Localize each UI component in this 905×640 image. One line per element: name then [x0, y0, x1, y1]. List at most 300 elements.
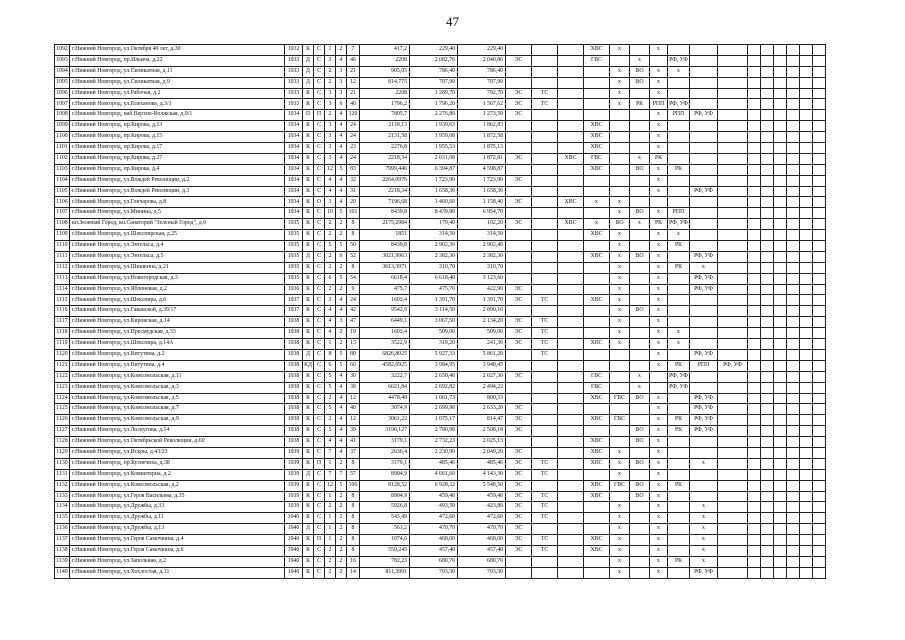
table-cell: [558, 469, 584, 480]
table-cell: ЭС: [506, 284, 532, 295]
table-cell: ГВС: [610, 415, 630, 426]
table-cell: [800, 273, 813, 284]
table-cell: 1933: [285, 99, 303, 110]
table-cell: [774, 251, 787, 262]
table-cell: [813, 219, 826, 230]
table-cell: [748, 121, 761, 132]
table-cell: К: [303, 262, 314, 273]
table-cell: 2131,58: [360, 132, 410, 143]
table-cell: [668, 437, 690, 448]
table-cell: 680,70: [410, 556, 458, 567]
table-cell: 485,46: [458, 458, 506, 469]
table-cell: ЭС: [506, 513, 532, 524]
table-row: [55, 513, 826, 524]
table-cell: 1937: [285, 306, 303, 317]
table-cell: [813, 66, 826, 77]
table-cell: [718, 197, 748, 208]
table-cell: 6449,1: [360, 317, 410, 328]
table-cell: [774, 88, 787, 99]
table-cell: РПП: [690, 360, 718, 371]
table-cell: [532, 480, 558, 491]
table-cell: 6 394,87: [410, 164, 458, 175]
table-cell: С: [314, 480, 325, 491]
table-cell: 3 984,95: [410, 360, 458, 371]
table-cell: [558, 480, 584, 491]
table-cell: 2276,8: [360, 143, 410, 154]
table-cell: 2208: [360, 88, 410, 99]
table-cell: С: [314, 153, 325, 164]
table-cell: [813, 295, 826, 306]
table-cell: [558, 164, 584, 175]
table-cell: 3: [325, 132, 336, 143]
table-cell: С: [314, 295, 325, 306]
table-cell: 3: [325, 55, 336, 66]
table-cell: К: [303, 513, 314, 524]
table-cell: РФ, УФ: [690, 186, 718, 197]
table-cell: [748, 99, 761, 110]
table-cell: 38: [347, 382, 360, 393]
table-cell: С: [314, 491, 325, 502]
row-number-cell: 1113: [55, 273, 70, 284]
table-cell: С: [314, 545, 325, 556]
table-cell: РК: [668, 415, 690, 426]
table-cell: [584, 404, 610, 415]
row-number-cell: 1110: [55, 241, 70, 252]
address-cell: г.Нижний Новгород, пр.Кирова, д.27: [70, 153, 285, 164]
table-cell: [668, 77, 690, 88]
table-cell: х: [690, 458, 718, 469]
table-cell: 7: [347, 45, 360, 56]
table-cell: 1 875,13: [458, 143, 506, 154]
address-cell: кп.Зеленый Город, кп.Санаторий "Зеленый Город", д.6: [70, 219, 285, 230]
table-cell: х: [650, 110, 668, 121]
table-cell: [813, 415, 826, 426]
table-cell: [558, 371, 584, 382]
table-cell: [630, 447, 650, 458]
table-cell: 4: [336, 295, 347, 306]
table-cell: ВО: [610, 219, 630, 230]
table-cell: 5: [325, 241, 336, 252]
table-cell: [813, 77, 826, 88]
table-cell: [748, 415, 761, 426]
table-cell: 703,30: [410, 567, 458, 578]
table-cell: К: [303, 567, 314, 578]
table-cell: [813, 186, 826, 197]
table-cell: [558, 251, 584, 262]
table-cell: 459,40: [458, 491, 506, 502]
table-cell: [532, 153, 558, 164]
table-cell: 509,00: [410, 328, 458, 339]
table-cell: 1938: [285, 382, 303, 393]
table-cell: [558, 513, 584, 524]
table-cell: [761, 110, 774, 121]
table-cell: [774, 295, 787, 306]
table-cell: [774, 197, 787, 208]
table-cell: [532, 404, 558, 415]
table-cell: [668, 132, 690, 143]
table-cell: [748, 306, 761, 317]
table-cell: [813, 491, 826, 502]
table-cell: х: [650, 437, 668, 448]
table-cell: [668, 306, 690, 317]
table-cell: [748, 567, 761, 578]
table-cell: [774, 393, 787, 404]
table-cell: К: [303, 393, 314, 404]
table-cell: х: [650, 480, 668, 491]
table-cell: 1935: [285, 230, 303, 241]
table-cell: С: [314, 241, 325, 252]
table-row: [55, 426, 826, 437]
row-number-cell: 1128: [55, 437, 70, 448]
table-cell: [532, 55, 558, 66]
table-cell: [506, 66, 532, 77]
table-cell: 2: [325, 284, 336, 295]
table-cell: К: [303, 241, 314, 252]
table-cell: [774, 284, 787, 295]
table-cell: [748, 404, 761, 415]
table-cell: [774, 349, 787, 360]
table-cell: х: [610, 524, 630, 535]
table-row: [55, 535, 826, 546]
table-cell: 2 025,13: [458, 437, 506, 448]
table-cell: ГВС: [610, 393, 630, 404]
table-cell: [558, 230, 584, 241]
table-cell: [718, 66, 748, 77]
table-cell: [668, 502, 690, 513]
table-cell: [532, 426, 558, 437]
table-row: [55, 164, 826, 175]
table-cell: [718, 535, 748, 546]
table-cell: [787, 458, 800, 469]
table-cell: [718, 208, 748, 219]
table-cell: [761, 251, 774, 262]
address-cell: г.Нижний Новгород, ул.Комсомольская, д.5: [70, 393, 285, 404]
table-cell: [774, 143, 787, 154]
table-cell: 80: [347, 349, 360, 360]
table-cell: [506, 382, 532, 393]
table-cell: [718, 339, 748, 350]
table-cell: [800, 426, 813, 437]
table-cell: [718, 143, 748, 154]
table-cell: [532, 447, 558, 458]
table-cell: х: [650, 458, 668, 469]
table-cell: 1 862,83: [458, 121, 506, 132]
table-cell: 2: [336, 458, 347, 469]
housing-register-table: [54, 44, 826, 579]
table-row: [55, 458, 826, 469]
table-cell: К: [303, 143, 314, 154]
table-cell: х: [610, 273, 630, 284]
table-cell: [584, 284, 610, 295]
table-cell: [532, 567, 558, 578]
table-cell: [787, 66, 800, 77]
table-cell: [787, 132, 800, 143]
table-cell: [718, 295, 748, 306]
address-cell: г.Нижний Новгород, пр.Кирова, д.13: [70, 121, 285, 132]
table-cell: [813, 437, 826, 448]
address-cell: г.Нижний Новгород, ул.Вождей Революции, д.2: [70, 175, 285, 186]
table-cell: 1933: [285, 88, 303, 99]
table-cell: 229,40: [458, 45, 506, 56]
table-cell: [813, 306, 826, 317]
table-row: [55, 447, 826, 458]
table-row: [55, 45, 826, 56]
table-cell: 4: [336, 371, 347, 382]
table-cell: х: [650, 415, 668, 426]
table-cell: 4 661,60: [410, 469, 458, 480]
table-cell: [506, 77, 532, 88]
table-cell: [650, 197, 668, 208]
table-cell: 472,60: [410, 513, 458, 524]
table-cell: [748, 251, 761, 262]
table-cell: [558, 415, 584, 426]
table-cell: РК: [668, 241, 690, 252]
table-cell: [787, 349, 800, 360]
table-cell: 3522,9: [360, 339, 410, 350]
table-cell: х: [610, 262, 630, 273]
row-number-cell: 1100: [55, 132, 70, 143]
table-cell: [800, 55, 813, 66]
table-cell: [800, 404, 813, 415]
table-cell: 2: [336, 545, 347, 556]
table-cell: 475,7: [360, 284, 410, 295]
row-number-cell: 1122: [55, 371, 70, 382]
table-cell: [630, 262, 650, 273]
table-row: [55, 186, 826, 197]
table-cell: К: [303, 45, 314, 56]
table-cell: 1940: [285, 535, 303, 546]
table-cell: [787, 121, 800, 132]
table-cell: 2: [325, 66, 336, 77]
table-cell: [787, 545, 800, 556]
table-cell: [748, 66, 761, 77]
table-cell: 101: [347, 208, 360, 219]
table-cell: [584, 306, 610, 317]
table-cell: [690, 306, 718, 317]
table-cell: РК: [668, 360, 690, 371]
table-row: [55, 284, 826, 295]
table-cell: [774, 469, 787, 480]
table-cell: 2: [336, 262, 347, 273]
table-cell: [748, 88, 761, 99]
table-cell: [800, 556, 813, 567]
table-cell: 6618,4: [360, 273, 410, 284]
table-cell: [748, 197, 761, 208]
table-cell: С: [314, 230, 325, 241]
table-cell: ХВС: [584, 230, 610, 241]
table-cell: 2218,34: [360, 153, 410, 164]
table-cell: [718, 121, 748, 132]
table-cell: [787, 524, 800, 535]
table-cell: [668, 197, 690, 208]
table-cell: [584, 273, 610, 284]
table-cell: [761, 306, 774, 317]
table-cell: 14: [347, 567, 360, 578]
table-cell: [813, 284, 826, 295]
table-cell: [813, 45, 826, 56]
table-cell: [761, 360, 774, 371]
table-cell: С: [314, 382, 325, 393]
table-cell: х: [650, 175, 668, 186]
table-cell: х: [610, 66, 630, 77]
table-cell: С: [314, 393, 325, 404]
table-cell: РПП: [668, 110, 690, 121]
table-cell: [800, 469, 813, 480]
table-cell: ЭС: [506, 339, 532, 350]
table-cell: [690, 469, 718, 480]
table-cell: х: [650, 186, 668, 197]
table-cell: [532, 393, 558, 404]
table-cell: РК: [650, 219, 668, 230]
table-cell: [774, 480, 787, 491]
table-row: [55, 230, 826, 241]
page-number: 47: [446, 14, 459, 29]
table-cell: [774, 164, 787, 175]
table-cell: [761, 121, 774, 132]
table-cell: К: [303, 208, 314, 219]
table-cell: [800, 197, 813, 208]
table-cell: 2: [336, 284, 347, 295]
table-cell: С: [314, 415, 325, 426]
table-cell: К: [303, 153, 314, 164]
table-cell: [813, 241, 826, 252]
table-cell: х: [610, 458, 630, 469]
table-cell: [690, 371, 718, 382]
table-cell: 3074,9: [360, 404, 410, 415]
table-cell: К: [303, 219, 314, 230]
table-cell: [558, 437, 584, 448]
table-cell: [774, 317, 787, 328]
address-cell: г.Нижний Новгород, ул.Героя Васильева, д.35: [70, 491, 285, 502]
table-cell: [774, 230, 787, 241]
table-cell: [668, 121, 690, 132]
table-cell: [506, 132, 532, 143]
table-cell: [668, 524, 690, 535]
table-cell: [558, 121, 584, 132]
row-number-cell: 1101: [55, 143, 70, 154]
table-cell: [630, 143, 650, 154]
table-cell: [774, 447, 787, 458]
address-cell: г.Нижний Новгород, ул.Минина, д.5: [70, 208, 285, 219]
address-cell: г.Нижний Новгород, ул.Комсомольская, д.2: [70, 480, 285, 491]
table-cell: [558, 404, 584, 415]
table-cell: 102,20: [458, 219, 506, 230]
table-cell: ЭС: [506, 328, 532, 339]
table-cell: 37: [347, 447, 360, 458]
table-cell: [690, 55, 718, 66]
table-cell: [690, 77, 718, 88]
table-cell: РФ, УФ: [690, 404, 718, 415]
table-cell: [761, 458, 774, 469]
table-cell: 4: [325, 306, 336, 317]
address-cell: г.Нижний Новгород, пр.Кирова, д.17: [70, 143, 285, 154]
row-number-cell: 1131: [55, 469, 70, 480]
table-cell: 2: [336, 219, 347, 230]
table-cell: 4 143,30: [458, 469, 506, 480]
table-cell: [506, 273, 532, 284]
row-number-cell: 1129: [55, 447, 70, 458]
table-cell: 1074,6: [360, 535, 410, 546]
table-cell: Д: [303, 251, 314, 262]
table-cell: [584, 77, 610, 88]
table-cell: [748, 437, 761, 448]
table-cell: [558, 273, 584, 284]
table-cell: [718, 415, 748, 426]
table-cell: [800, 262, 813, 273]
address-cell: г.Нижний Новгород, ул.Новогородская, д.3: [70, 273, 285, 284]
table-cell: 1936: [285, 284, 303, 295]
table-cell: [774, 339, 787, 350]
table-cell: 4: [336, 175, 347, 186]
table-cell: [787, 502, 800, 513]
table-cell: К: [303, 284, 314, 295]
table-cell: К: [303, 458, 314, 469]
table-cell: [558, 55, 584, 66]
table-cell: [774, 491, 787, 502]
table-cell: 8: [347, 491, 360, 502]
table-row: [55, 360, 826, 371]
table-cell: ХВС: [584, 458, 610, 469]
table-cell: 2: [325, 110, 336, 121]
table-cell: [630, 339, 650, 350]
table-cell: К: [303, 328, 314, 339]
table-cell: 1 658,30: [410, 186, 458, 197]
table-cell: К: [303, 317, 314, 328]
table-cell: [558, 545, 584, 556]
table-cell: 4: [336, 186, 347, 197]
table-cell: [630, 360, 650, 371]
table-cell: х: [650, 251, 668, 262]
table-cell: 5: [325, 382, 336, 393]
table-cell: х: [650, 491, 668, 502]
table-cell: 786,40: [410, 66, 458, 77]
table-cell: [800, 295, 813, 306]
table-cell: РФ, УФ: [690, 415, 718, 426]
row-number-cell: 1134: [55, 502, 70, 513]
table-cell: 3 948,45: [458, 360, 506, 371]
table-cell: 2: [325, 502, 336, 513]
table-cell: 1938: [285, 426, 303, 437]
table-cell: [761, 175, 774, 186]
table-cell: [800, 88, 813, 99]
table-cell: РК: [668, 262, 690, 273]
table-cell: 472,60: [458, 513, 506, 524]
table-cell: 1940: [285, 556, 303, 567]
table-cell: 2175,2984: [360, 219, 410, 230]
address-cell: г.Нижний Новгород, ул.Шишкина, д.21: [70, 262, 285, 273]
table-cell: [558, 349, 584, 360]
table-cell: [787, 393, 800, 404]
row-number-cell: 1105: [55, 186, 70, 197]
table-cell: РПП: [650, 99, 668, 110]
table-cell: 6 954,70: [458, 208, 506, 219]
table-cell: 470,70: [410, 524, 458, 535]
table-cell: 6: [325, 273, 336, 284]
table-cell: ГВС: [584, 382, 610, 393]
table-cell: [630, 524, 650, 535]
table-cell: [558, 295, 584, 306]
table-cell: [800, 349, 813, 360]
table-cell: [813, 480, 826, 491]
table-cell: [668, 404, 690, 415]
table-cell: П: [314, 535, 325, 546]
table-cell: ХВС: [584, 415, 610, 426]
row-number-cell: 1116: [55, 306, 70, 317]
table-row: [55, 66, 826, 77]
table-cell: [610, 175, 630, 186]
table-cell: К: [303, 415, 314, 426]
table-cell: [506, 45, 532, 56]
